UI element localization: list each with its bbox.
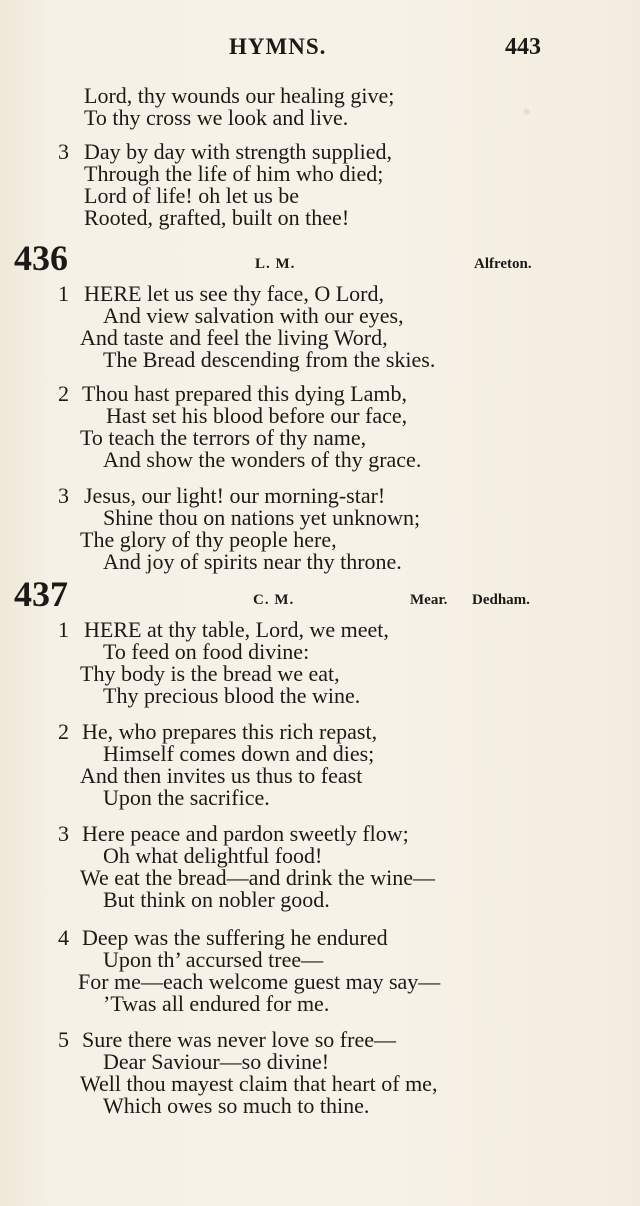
hymn-tune: Dedham. — [472, 592, 530, 608]
stanza-number: 2 — [58, 719, 69, 744]
stanza-number: 5 — [58, 1027, 69, 1052]
verse-line: HERE let us see thy face, O Lord, — [84, 281, 384, 306]
verse-line: The Bread descending from the skies. — [103, 347, 436, 372]
running-head — [0, 34, 640, 64]
hymn-meter: L. M. — [255, 256, 296, 272]
verse-line: Deep was the suffering he endured — [82, 925, 388, 950]
verse-line: He, who prepares this rich repast, — [82, 719, 378, 744]
verse-line: Shine thou on nations yet unknown; — [103, 505, 421, 530]
verse-line: ’Twas all endured for me. — [103, 991, 330, 1016]
verse-line: Hast set his blood before our face, — [106, 403, 408, 428]
page-number: 443 — [505, 34, 541, 60]
verse-line: We eat the bread—and drink the wine— — [80, 865, 435, 890]
verse-line: Day by day with strength supplied, — [84, 139, 392, 164]
verse-line: Sure there was never love so free— — [82, 1027, 396, 1052]
verse-line: Thou hast prepared this dying Lamb, — [82, 381, 408, 406]
hymn-436-header — [0, 240, 640, 276]
verse-line: To teach the terrors of thy name, — [80, 425, 367, 450]
verse-line: Lord of life! oh let us be — [84, 183, 300, 208]
verse-line: Well thou mayest claim that heart of me, — [80, 1071, 438, 1096]
stanza-number: 3 — [58, 821, 69, 846]
hymn-number: 437 — [14, 574, 68, 614]
verse-line: Dear Saviour—so divine! — [103, 1049, 330, 1074]
stanza-number: 4 — [58, 925, 69, 950]
verse-line: Jesus, our light! our morning-star! — [84, 483, 386, 508]
hymn-tune: Alfreton. — [474, 256, 532, 272]
verse-line: And joy of spirits near thy throne. — [103, 549, 402, 574]
verse-line: Lord, thy wounds our healing give; — [84, 83, 395, 108]
stanza-number: 3 — [58, 139, 69, 164]
verse-line: Here peace and pardon sweetly flow; — [82, 821, 409, 846]
verse-line: Which owes so much to thine. — [103, 1093, 370, 1118]
verse-line: Thy precious blood the wine. — [103, 683, 361, 708]
verse-line: To feed on food divine: — [103, 639, 310, 664]
verse-line: To thy cross we look and live. — [84, 105, 349, 130]
running-title: HYMNS. — [229, 34, 327, 59]
hymn-meter: C. M. — [253, 592, 295, 608]
hymn-tune: Mear. — [410, 592, 448, 608]
verse-line: The glory of thy people here, — [80, 527, 337, 552]
verse-line: Upon the sacrifice. — [103, 785, 270, 810]
verse-line: Himself comes down and dies; — [103, 741, 375, 766]
verse-line: Oh what delightful food! — [103, 843, 323, 868]
stanza-number: 1 — [58, 617, 69, 642]
verse-line: Upon th’ accursed tree— — [103, 947, 324, 972]
verse-line: For me—each welcome guest may say— — [78, 969, 441, 994]
verse-line: And taste and feel the living Word, — [80, 325, 388, 350]
stanza-number: 1 — [58, 281, 69, 306]
verse-line: And show the wonders of thy grace. — [103, 447, 422, 472]
hymn-437-header — [0, 576, 640, 612]
show-through-mark: · — [520, 89, 534, 134]
verse-line: And view salvation with our eyes, — [103, 303, 404, 328]
verse-line: Rooted, grafted, built on thee! — [84, 205, 350, 230]
verse-line: Through the life of him who died; — [84, 161, 384, 186]
hymn-number: 436 — [14, 238, 68, 278]
stanza-number: 3 — [58, 483, 69, 508]
verse-line: But think on nobler good. — [103, 887, 330, 912]
verse-line: HERE at thy table, Lord, we meet, — [84, 617, 389, 642]
verse-line: And then invites us thus to feast — [80, 763, 363, 788]
verse-line: Thy body is the bread we eat, — [80, 661, 340, 686]
stanza-number: 2 — [58, 381, 69, 406]
